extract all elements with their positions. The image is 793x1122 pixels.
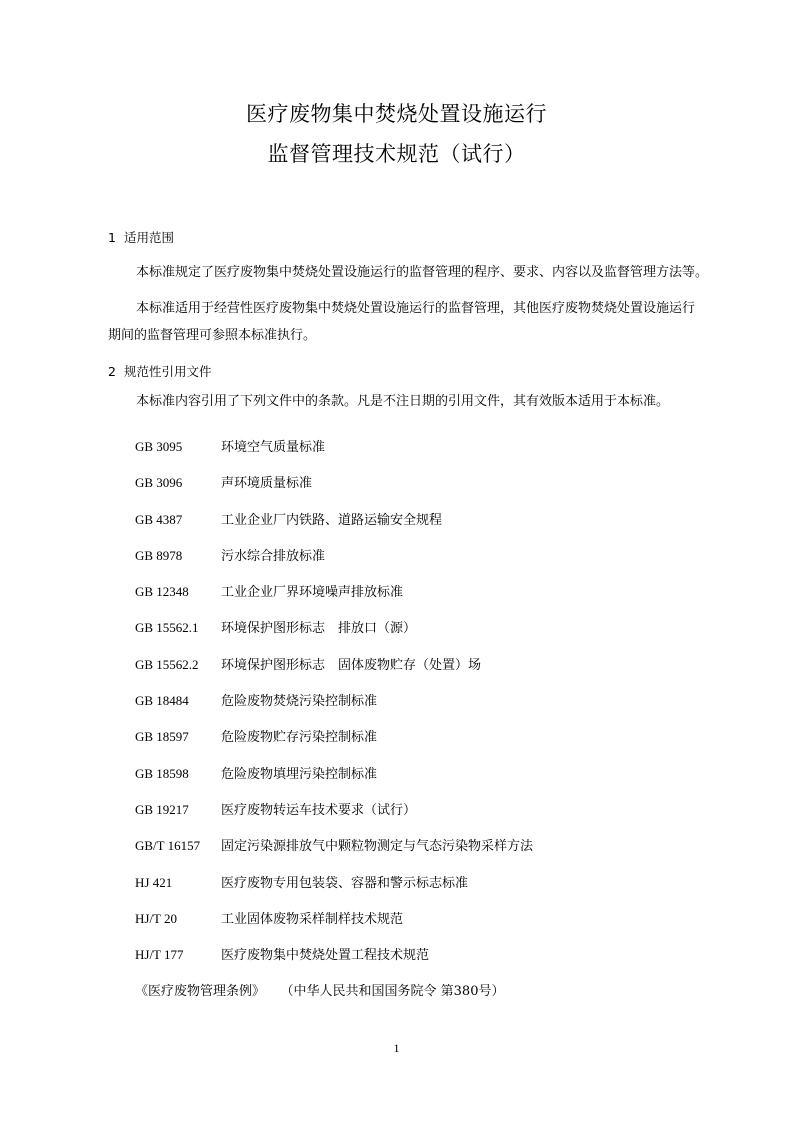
- reference-code: GB 18597: [135, 729, 189, 745]
- reference-code: HJ/T 177: [135, 947, 184, 963]
- reference-code: GB 4387: [135, 511, 183, 527]
- reference-title: 医疗废物转运车技术要求（试行）: [221, 802, 417, 818]
- section-1-paragraph-1: [108, 264, 709, 282]
- reference-code: GB 8978: [135, 547, 183, 563]
- reference-title: 环境保护图形标志 固体废物贮存（处置）场: [221, 657, 482, 673]
- reference-item: [135, 511, 695, 547]
- reference-title: 声环境质量标准: [221, 476, 313, 492]
- reference-item: [135, 910, 695, 946]
- reference-item: [135, 946, 695, 982]
- reference-title: 环境空气质量标准: [221, 440, 326, 455]
- reference-item: [135, 438, 695, 474]
- reference-item: [135, 619, 695, 655]
- regulation-issuer: （中华人民共和国国务院令 第380号）: [287, 984, 505, 999]
- reference-title: 工业固体废物采样制样技术规范: [221, 911, 404, 927]
- reference-title: 工业企业厂界环境噪声排放标准: [221, 585, 404, 601]
- reference-item: [135, 656, 695, 692]
- reference-item: [135, 583, 695, 619]
- reference-code: HJ 421: [135, 874, 173, 890]
- reference-code: HJ/T 20: [135, 910, 178, 926]
- paragraph-line: 期间的监督管理可参照本标准执行。: [108, 328, 317, 343]
- section-2-heading: [108, 363, 211, 381]
- reference-item: [135, 874, 695, 910]
- reference-code: GB 18598: [135, 765, 189, 781]
- reference-title: 危险废物焚烧污染控制标准: [221, 694, 378, 710]
- page-number: 1: [393, 1041, 400, 1055]
- reference-item: [135, 692, 695, 728]
- section-1-heading: [108, 229, 174, 247]
- reference-code: GB/T 16157: [135, 838, 201, 854]
- section-2-title: 规范性引用文件: [123, 364, 212, 379]
- reference-title: 医疗废物集中焚烧处置工程技术规范: [221, 948, 430, 964]
- section-1-paragraph-2: [108, 300, 696, 345]
- reference-title: 固定污染源排放气中颗粒物测定与气态污染物采样方法: [221, 839, 534, 855]
- paragraph-line: 本标准适用于经营性医疗废物集中焚烧处置设施运行的监督管理，其他医疗废物焚烧处置设施运行: [136, 301, 696, 316]
- reference-code: GB 15562.2: [135, 656, 199, 672]
- reference-title: 环境保护图形标志 排放口（源）: [221, 621, 417, 637]
- document-title-line2: 监督管理技术规范（试行）: [267, 142, 526, 166]
- reference-item: [135, 765, 695, 801]
- reference-code: GB 19217: [135, 801, 189, 817]
- reference-title: 危险废物贮存污染控制标准: [221, 730, 378, 746]
- paragraph-line: 本标准规定了医疗废物集中焚烧处置设施运行的监督管理的程序、要求、内容以及监督管理方法等。: [136, 265, 709, 280]
- reference-code: GB 3095: [135, 439, 183, 454]
- document-title-line1: 医疗废物集中焚烧处置设施运行: [246, 102, 547, 126]
- reference-item: [135, 837, 695, 873]
- reference-list: [135, 438, 695, 982]
- regulation-reference: [135, 983, 504, 1001]
- reference-item: [135, 547, 695, 583]
- reference-code: GB 15562.1: [135, 620, 199, 636]
- reference-title: 医疗废物专用包装袋、容器和警示标志标准: [221, 875, 469, 891]
- regulation-name: 《医疗废物管理条例》: [135, 984, 266, 999]
- section-1-number: 1: [108, 230, 116, 245]
- reference-item: [135, 474, 695, 510]
- reference-item: [135, 728, 695, 764]
- reference-title: 污水综合排放标准: [221, 548, 326, 564]
- reference-title: 危险废物填埋污染控制标准: [221, 766, 378, 782]
- reference-code: GB 3096: [135, 475, 183, 491]
- section-1-title: 适用范围: [123, 230, 174, 245]
- reference-item: [135, 801, 695, 837]
- reference-code: GB 18484: [135, 693, 189, 709]
- reference-title: 工业企业厂内铁路、道路运输安全规程: [221, 512, 443, 528]
- reference-code: GB 12348: [135, 584, 189, 600]
- section-2-number: 2: [108, 364, 116, 379]
- section-2-intro: [108, 393, 686, 411]
- paragraph-line: 本标准内容引用了下列文件中的条款。凡是不注日期的引用文件，其有效版本适用于本标准。: [136, 394, 670, 409]
